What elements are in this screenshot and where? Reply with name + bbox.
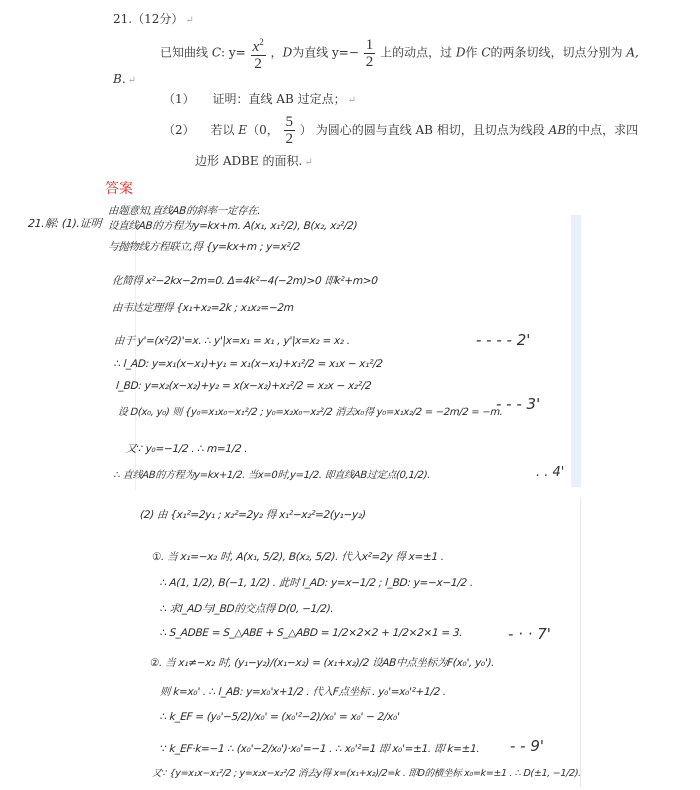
- fraction-x2-over-2: $\frac{x^2}{2}$: [251, 34, 266, 72]
- solution-line: ①. 当 x₁=−x₂ 时, A(x₁, 5/2), B(x₂, 5/2). 代入x²=2y 得 x=±1 .: [151, 551, 445, 563]
- solution-line: ∵ k_EF·k=−1 ∴ (x₀'−2/x₀')·x₀'=−1 . ∴ x₀'²=1 即 x₀'=±1. 即 k=±1.: [159, 743, 480, 755]
- solution-line: 设直线AB的方程为y=kx+m. A(x₁, x₁²/2), B(x₂, x₂²/2): [107, 220, 358, 232]
- fraction-1-over-2: $\frac{1}{2}$: [365, 36, 374, 70]
- solution-line: l_BD: y=x₂(x−x₂)+y₂ = x(x−x₂)+x₂²/2 = x₂x − x₂²/2: [115, 380, 372, 392]
- question-stem-line1: 已知曲线 C: y= $\frac{x^2}{2}$ ，D为直线 y=− $\frac{1}{2}$ 上的动点，过 D作 C的两条切线，切点分别为 A,: [160, 34, 639, 72]
- solution-line: ∴ 求l_AD与l_BD的交点得 D(0, −1/2).: [159, 603, 334, 615]
- question-part-2: （2） 若以 E（0， $\frac{5}{2}$ ） 为圆心的圆与直线 AB 相切，且切点为线段 AB的中点，求四: [163, 114, 639, 147]
- solution-line: 化简得 x²−2kx−2m=0. Δ=4k²−4(−2m)>0 即k²+m>0: [111, 275, 379, 287]
- solution-line: 设 D(x₀, y₀) 则 {y₀=x₁x₀−x₁²/2 ; y₀=x₂x₀−x₂²/2 消去x₀得 y₀=x₁x₂/2 = −2m/2 = −m.: [117, 407, 503, 418]
- fraction-5-over-2: $\frac{5}{2}$: [285, 114, 294, 147]
- score-mark-3: - - - 3': [496, 395, 541, 413]
- solution-scan-part-1: [27, 203, 581, 490]
- part-1-label: （1）: [163, 92, 195, 106]
- question-part-1: （1） 证明：直线 AB 过定点； ↵: [163, 92, 356, 106]
- question-part-2-line2: 边形 ADBE 的面积. ↵: [195, 154, 313, 168]
- solution-heading: 21.解: (1).证明: [27, 217, 102, 230]
- part-2-label: （2）: [163, 123, 195, 137]
- score-mark-4: . . 4': [536, 465, 565, 480]
- solution-line: ②. 当 x₁≠−x₂ 时, (y₁−y₂)/(x₁−x₂) = (x₁+x₂)/2 设AB中点坐标为F(x₀', y₀').: [149, 657, 495, 669]
- solution-line: 由韦达定理得 {x₁+x₂=2k ; x₁x₂=−2m: [111, 302, 295, 314]
- solution-scan-part-2: [130, 497, 581, 787]
- score-mark-7: - · · 7': [508, 625, 551, 643]
- solution-line: 则 k=x₀' . ∴ l_AB: y=x₀'x+1/2 . 代入F点坐标 . y₀'=x₀'²+1/2 .: [159, 686, 447, 698]
- question-number: 21.（12分） ↵: [113, 12, 194, 26]
- solution-line: 与抛物线方程联立,得 {y=kx+m ; y=x²/2: [107, 241, 301, 253]
- solution-line: ∴ k_EF = (y₀'−5/2)/x₀' = (x₀'²−2)/x₀' = x₀' − 2/x₀': [159, 711, 400, 723]
- solution-line: ∴ 直线AB的方程为y=kx+1/2. 当x=0时,y=1/2. 即直线AB过定点(0,1/2).: [113, 470, 431, 481]
- score-mark-9: - - 9': [510, 737, 545, 755]
- solution-line: 由于 y'=(x²/2)'=x. ∴ y'|x=x₁ = x₁ , y'|x=x₂ = x₂ .: [113, 335, 351, 347]
- solution-line: ∴ S_ADBE = S_△ABE + S_△ABD = 1/2×2×2 + 1/2×2×1 = 3.: [159, 627, 463, 639]
- answer-label: 答案: [105, 181, 133, 197]
- part-1-text: 证明：直线 AB 过定点；: [212, 92, 346, 106]
- scan-edge-strip: [571, 215, 581, 487]
- solution-line: 又∵ {y=x₁x−x₁²/2 ; y=x₂x−x₂²/2 消去y得 x=(x₁+x₂)/2=k . 即D的横坐标 x₀=k=±1 . ∴ D(±1, −1/2).: [151, 768, 582, 779]
- score-mark-2: - - - - 2': [476, 331, 531, 349]
- solution-line: ∴ A(1, 1/2), B(−1, 1/2) . 此时 l_AD: y=x−1/2 ; l_BD: y=−x−1/2 .: [159, 577, 474, 589]
- solution-line: 又∵ y₀=−1/2 . ∴ m=1/2 .: [125, 443, 248, 455]
- solution-line: 由题意知,直线AB的斜率一定存在.: [107, 205, 261, 217]
- solution-line: (2) 由 {x₁²=2y₁ ; x₂²=2y₂ 得 x₁²−x₂²=2(y₁−y₂): [139, 509, 367, 521]
- question-stem-line2: B. ↵: [113, 72, 137, 86]
- solution-line: ∴ l_AD: y=x₁(x−x₁)+y₁ = x₁(x−x₁)+x₁²/2 = x₁x − x₁²/2: [113, 358, 384, 370]
